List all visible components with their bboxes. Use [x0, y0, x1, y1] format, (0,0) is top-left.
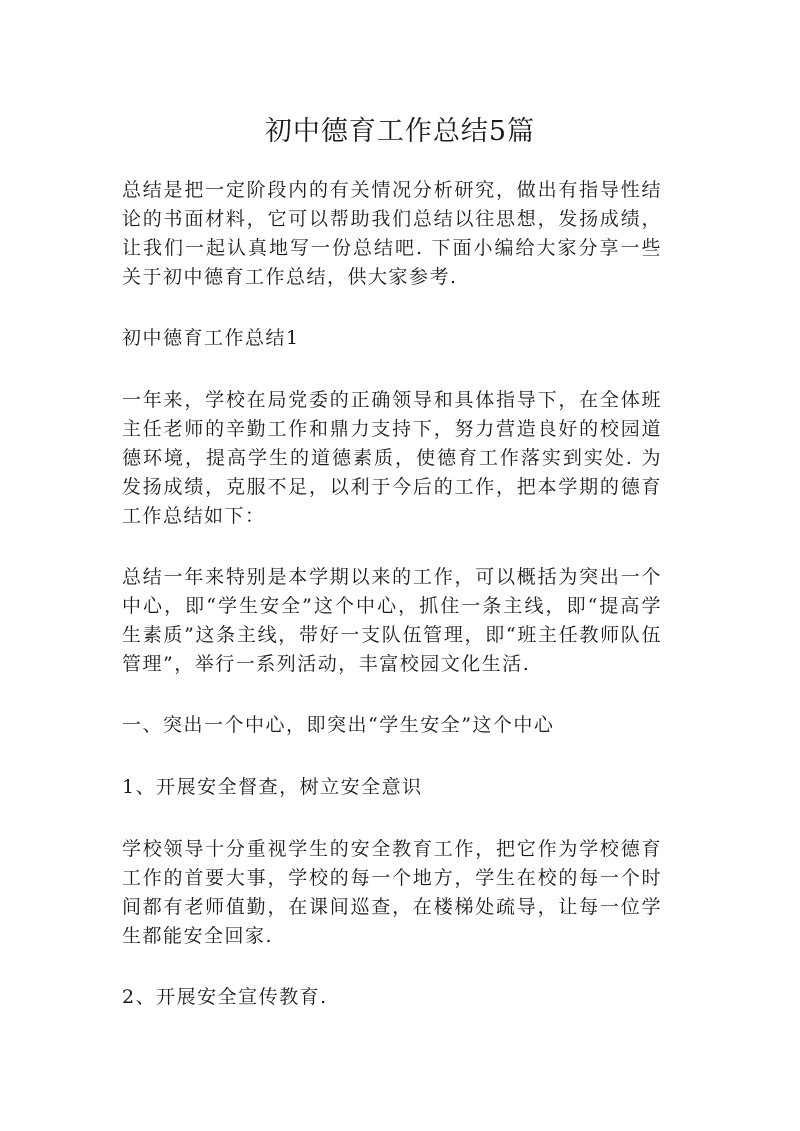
document-body	[122, 176, 662, 1045]
paragraph-overview: 一年来，学校在局党委的正确领导和具体指导下，在全体班主任老师的辛勤工作和鼎力支持下，努力营造良好的校园道德环境，提高学生的道德素质，使德育工作落实到实处. 为发扬成绩，克服不足，以利于今后的工作，把本学期的德育工作总结如下：	[122, 389, 662, 527]
subheading-safety-inspection: 1、开展安全督查，树立安全意识	[122, 776, 423, 798]
subheading-safety-education: 2、开展安全宣传教育.	[122, 986, 328, 1008]
paragraph-safety-work: 学校领导十分重视学生的安全教育工作，把它作为学校德育工作的首要大事，学校的每一个地方，学生在校的每一个时间都有老师值勤，在课间巡查，在楼梯处疏导，让每一位学生都能安全回家.	[122, 838, 662, 947]
subheading-one-center: 一、突出一个中心，即突出“学生安全”这个中心	[122, 714, 555, 736]
paragraph-summary: 总结一年来特别是本学期以来的工作，可以概括为突出一个中心，即“学生安全”这个中心，抓住一条主线，即“提高学生素质”这条主线，带好一支队伍管理，即“班主任教师队伍管理”，举行一系列活动，丰富校园文化生活.	[122, 566, 662, 675]
section-heading-1: 初中德育工作总结1	[122, 327, 300, 349]
document-title: 初中德育工作总结5篇	[264, 116, 536, 147]
intro-paragraph: 总结是把一定阶段内的有关情况分析研究，做出有指导性结论的书面材料，它可以帮助我们总结以往思想，发扬成绩，让我们一起认真地写一份总结吧. 下面小编给大家分享一些关于初中德育工作总结，供大家参考.	[122, 179, 662, 288]
